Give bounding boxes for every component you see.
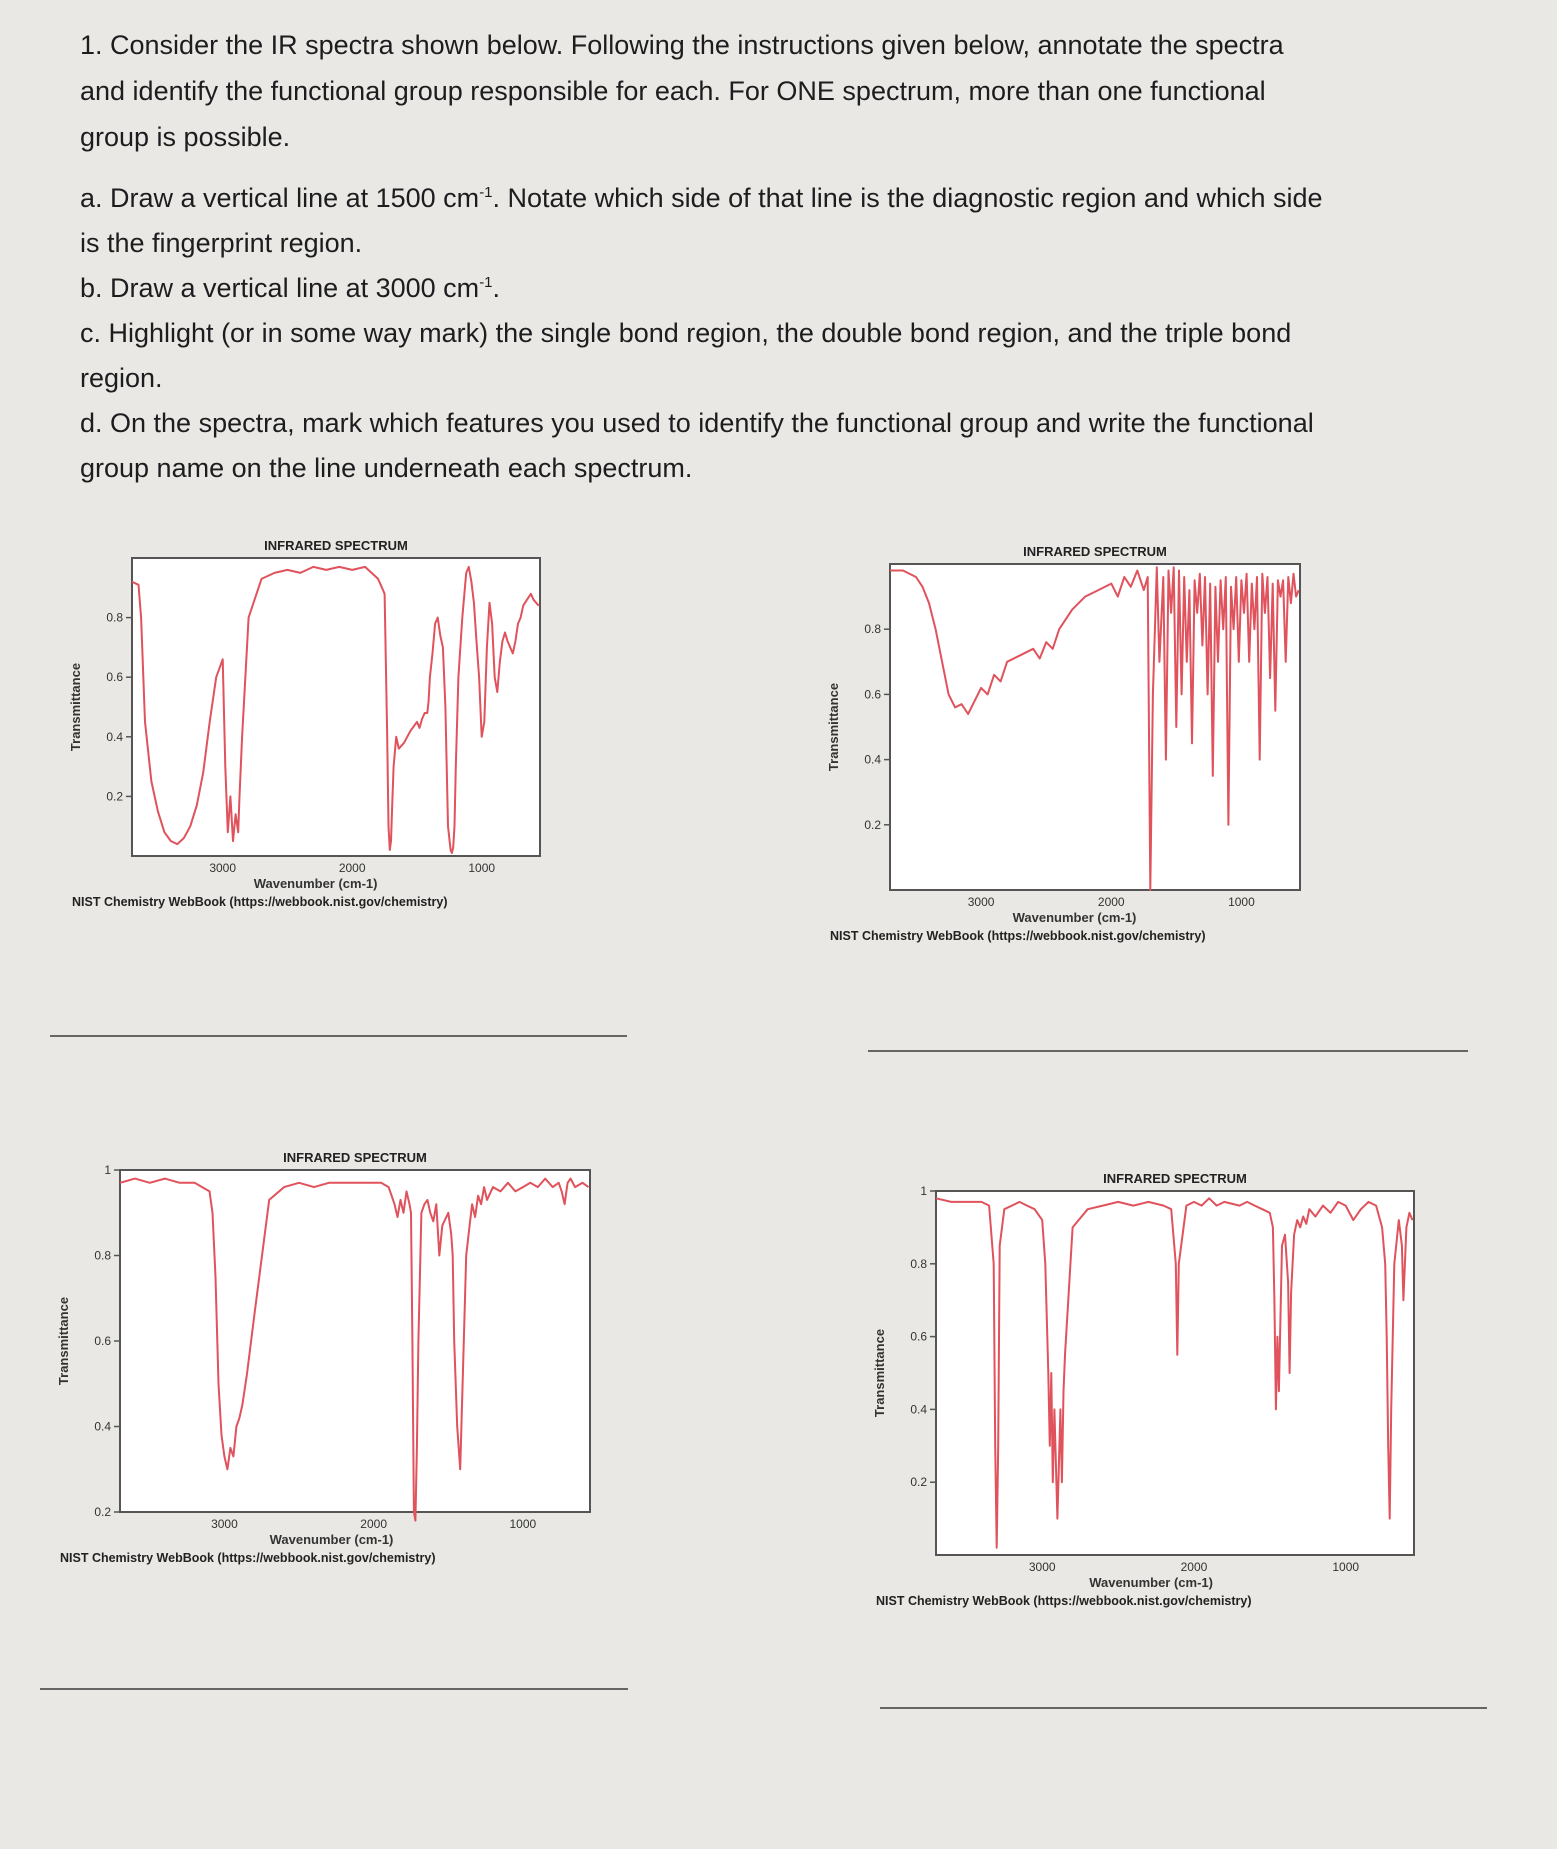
question-block: [80, 22, 1520, 491]
source-credit: NIST Chemistry WebBook (https://webbook.nist.gov/chemistry): [876, 1594, 1252, 1608]
y-axis-label: Transmittance: [68, 662, 83, 752]
y-tick-label: 0.6: [106, 670, 123, 685]
answer-line-1[interactable]: [50, 1035, 627, 1037]
chart-title: INFRARED SPECTRUM: [1023, 544, 1167, 559]
question-line-1: 1. Consider the IR spectra shown below. Following the instructions given below, annotate the spectra: [80, 30, 1284, 60]
y-tick-label: 1: [104, 1163, 111, 1177]
y-axis-label: Transmittance: [826, 682, 841, 772]
y-tick-label: 0.8: [94, 1248, 111, 1263]
chart-title: INFRARED SPECTRUM: [264, 538, 408, 553]
y-tick-label: 0.4: [910, 1402, 927, 1417]
spectrum-panel-3: [38, 1142, 638, 1572]
y-tick-label: 0.2: [910, 1475, 927, 1490]
part-c-line-1: c. Highlight (or in some way mark) the single bond region, the double bond region, and the triple bond: [80, 318, 1292, 348]
answer-line-3[interactable]: [40, 1688, 628, 1690]
y-tick-label: 0.6: [864, 687, 881, 702]
x-tick-label: 1000: [1332, 1560, 1360, 1574]
y-tick-label: 0.4: [106, 729, 123, 744]
x-tick-label: 3000: [967, 895, 995, 909]
plot-area: [890, 564, 1300, 890]
y-tick-label: 0.8: [864, 622, 881, 637]
y-tick-label: 0.8: [106, 610, 123, 625]
y-tick-label: 0.2: [106, 789, 123, 804]
source-credit: NIST Chemistry WebBook (https://webbook.nist.gov/chemistry): [60, 1551, 436, 1565]
y-tick-label: 1: [920, 1184, 927, 1198]
answer-line-4[interactable]: [880, 1707, 1487, 1709]
y-tick-label: 0.8: [910, 1256, 927, 1271]
question-line-3: group is possible.: [80, 122, 291, 152]
x-axis-label: Wavenumber (cm-1): [269, 1532, 394, 1547]
y-tick-label: 0.4: [864, 752, 881, 767]
x-tick-label: 2000: [360, 1517, 388, 1531]
part-c-line-2: region.: [80, 363, 163, 393]
x-axis-label: Wavenumber (cm-1): [1089, 1575, 1213, 1590]
x-tick-label: 2000: [338, 861, 366, 875]
chart-title: INFRARED SPECTRUM: [283, 1150, 427, 1165]
part-a-line-1: a. Draw a vertical line at 1500 $cm^{-1}$. Notate which side of that line is the diagnostic region and which side: [80, 183, 1323, 213]
spectrum-chart-3: [38, 1142, 638, 1572]
x-tick-label: 3000: [211, 1517, 238, 1531]
x-tick-label: 1000: [468, 861, 496, 875]
y-tick-label: 0.6: [94, 1334, 111, 1348]
x-tick-label: 1000: [1228, 895, 1255, 909]
y-tick-label: 0.2: [94, 1505, 111, 1519]
source-credit: NIST Chemistry WebBook (https://webbook.nist.gov/chemistry): [72, 895, 448, 909]
x-tick-label: 3000: [209, 861, 237, 875]
part-d-line-2: group name on the line underneath each spectrum.: [80, 453, 693, 483]
x-tick-label: 3000: [1028, 1560, 1056, 1574]
spectrum-panel-4: [860, 1163, 1440, 1608]
plot-area: [120, 1170, 590, 1512]
spectrum-panel-1: [60, 530, 620, 950]
x-tick-label: 1000: [509, 1517, 537, 1531]
y-tick-label: 0.2: [864, 817, 881, 832]
part-b: b. Draw a vertical line at 3000 $cm^{-1}$.: [80, 273, 501, 303]
source-credit: NIST Chemistry WebBook (https://webbook.nist.gov/chemistry): [830, 929, 1206, 943]
part-d-line-1: d. On the spectra, mark which features you used to identify the functional group and write the functional: [80, 408, 1314, 438]
chart-title: INFRARED SPECTRUM: [1103, 1171, 1247, 1186]
spectrum-chart-1: [60, 530, 620, 950]
question-line-2: and identify the functional group responsible for each. For ONE spectrum, more than one functional: [80, 76, 1266, 106]
spectrum-chart-2: [820, 536, 1380, 956]
y-axis-label: Transmittance: [56, 1296, 71, 1386]
spectrum-chart-4: [860, 1163, 1440, 1608]
answer-line-2[interactable]: [868, 1050, 1468, 1052]
x-axis-label: Wavenumber (cm-1): [253, 876, 378, 891]
y-tick-label: 0.4: [94, 1419, 111, 1434]
plot-area: [132, 558, 540, 856]
x-tick-label: 2000: [1097, 895, 1125, 909]
x-tick-label: 2000: [1180, 1560, 1208, 1574]
x-axis-label: Wavenumber (cm-1): [1012, 910, 1137, 925]
spectrum-panel-2: [820, 536, 1380, 956]
part-a-line-2: is the fingerprint region.: [80, 228, 363, 258]
y-axis-label: Transmittance: [872, 1328, 887, 1418]
y-tick-label: 0.6: [910, 1329, 927, 1344]
